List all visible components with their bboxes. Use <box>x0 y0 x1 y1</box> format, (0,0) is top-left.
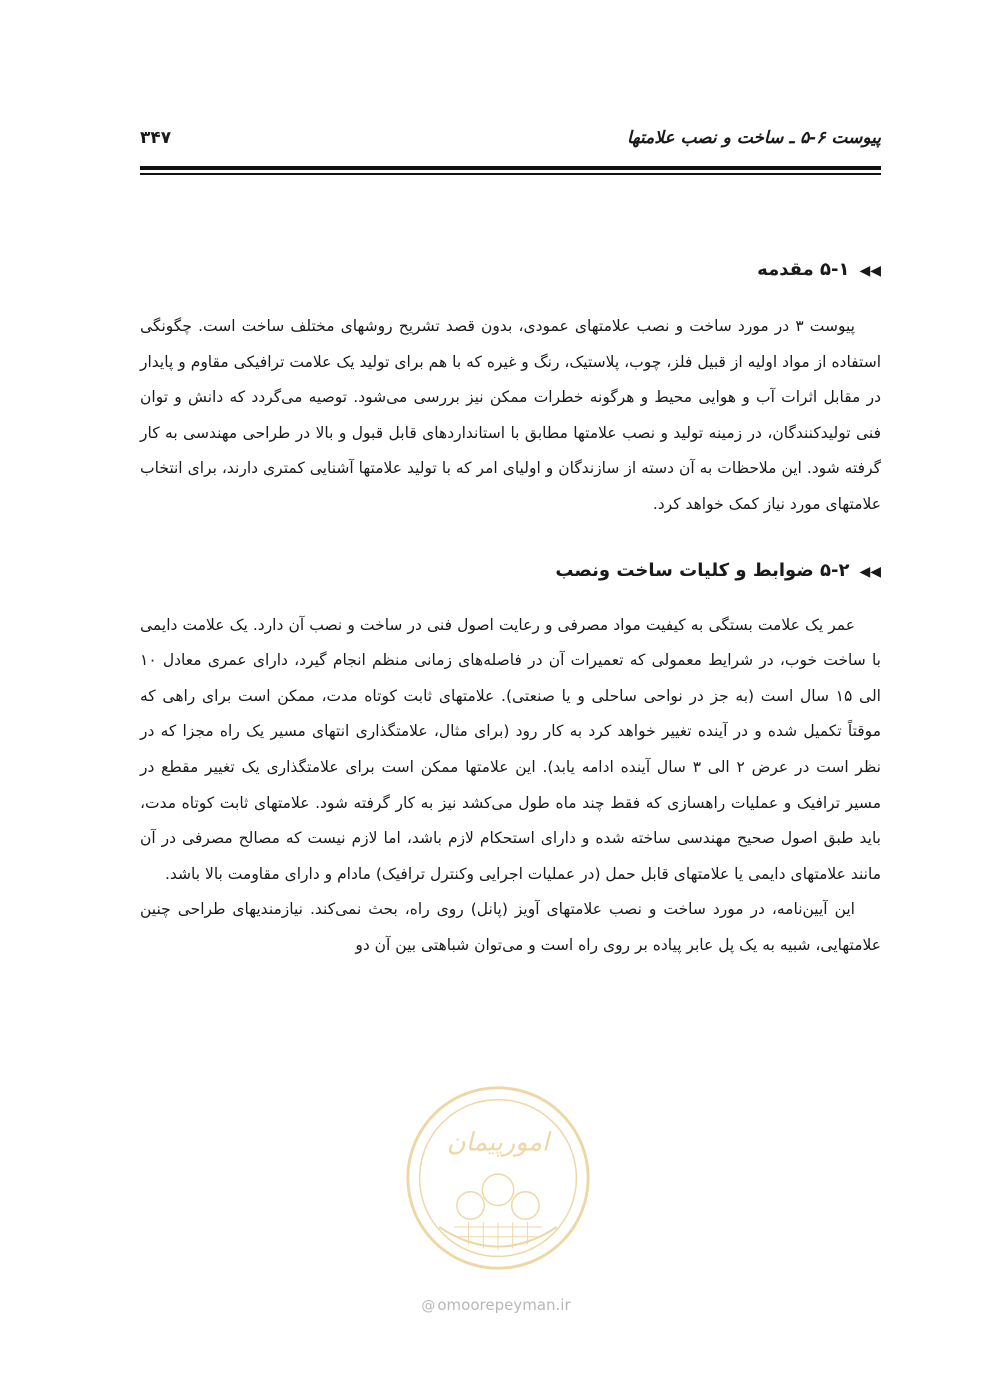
double-arrow-icon: ◀◀ <box>859 263 881 279</box>
section-heading-rules <box>140 547 881 596</box>
header-rule-thick <box>140 166 881 170</box>
paragraph: عمر یک علامت بستگی به کیفیت مواد مصرفی و رعایت اصول فنی در ساخت و نصب آن دارد. یک علامت دایمی با ساخت خوب، در شرایط معمولی که تعمیرات آن در فاصله‌های زمانی منظم انجام گیرد، دارای عمری معادل ۱۰ الی ۱۵ سال است (به جز در نواحی ساحلی و یا صنعتی). علامتهای ثابت کوتاه مدت، ممکن است برای راهی که موقتاً تکمیل شده و در آینده تغییر خواهد کرد به کار رود (برای مثال، علامتگذاری انتهای مسیر یک راه مجزا که در نظر است در عرض ۲ الی ۳ سال آینده ادامه یابد). این علامتها ممکن است برای علامتگذاری یک تغییر مقطع در مسیر ترافیک و عملیات راهسازی که فقط چند ماه طول می‌کشد نیز به کار گرفته شود. علامتهای ثابت کوتاه مدت، باید طبق اصول صحیح مهندسی ساخته شده و دارای استحکام لازم باشد، اما لازم نیست که مصالح مصرفی در آن مانند علامتهای دایمی یا علامتهای قابل حمل (در عملیات اجرایی وکنترل ترافیک) مادام و دارای مقاومت بالا باشد. <box>140 615 881 883</box>
watermark-logo <box>400 1080 596 1276</box>
footer-url-text: omoorepeyman.ir <box>437 1296 571 1314</box>
double-arrow-icon: ◀◀ <box>859 563 881 580</box>
section-heading-introduction <box>140 246 881 295</box>
page-header <box>140 126 881 160</box>
at-icon: @ <box>421 1298 436 1314</box>
section-heading-text: ۵-۲ ضوابط و کلیات ساخت ونصب <box>555 559 850 581</box>
section-heading-text: ۵-۱ مقدمه <box>757 259 850 280</box>
page-number: ۳۴۷ <box>140 128 172 148</box>
header-rule-thin <box>140 173 881 175</box>
paragraph: این آیین‌نامه، در مورد ساخت و نصب علامتهای آویز (پانل) روی راه، بحث نمی‌کند. نیازمندیهای طراحی چنین علامتهایی، شبیه به یک پل عابر پیاده بر روی راه است و می‌توان شباهتی بین آن دو <box>140 900 881 954</box>
body-content <box>140 246 881 964</box>
footer-url <box>0 1296 992 1314</box>
paragraph: پیوست ۳ در مورد ساخت و نصب علامتهای عمودی، بدون قصد تشریح روشهای مختلف ساخت است. چگونگی استفاده از مواد اولیه از قبیل فلز، چوب، پلاستیک، رنگ و غیره که با هم برای تولید یک علامت ترافیکی مقاوم و پایدار در مقابل اثرات آب و هوایی محیط و هرگونه خطرات ممکن نیز بررسی می‌شود. توصیه می‌گردد که دانش و توان فنی تولیدکنندگان، در زمینه تولید و نصب علامتها مطابق با استانداردهای قابل قبول و بالا در طراحی مهندسی به کار گرفته شود. این ملاحظات به آن دسته از سازندگان و اولیای امر که با تولید علامتها آشنایی کمتری دارند، برای انتخاب علامتهای مورد نیاز کمک خواهد کرد. <box>140 317 881 513</box>
watermark-logo-text: امورپیمان <box>446 1127 550 1158</box>
running-title: پیوست ۶-۵ ـ ساخت و نصب علامتها <box>627 128 881 148</box>
